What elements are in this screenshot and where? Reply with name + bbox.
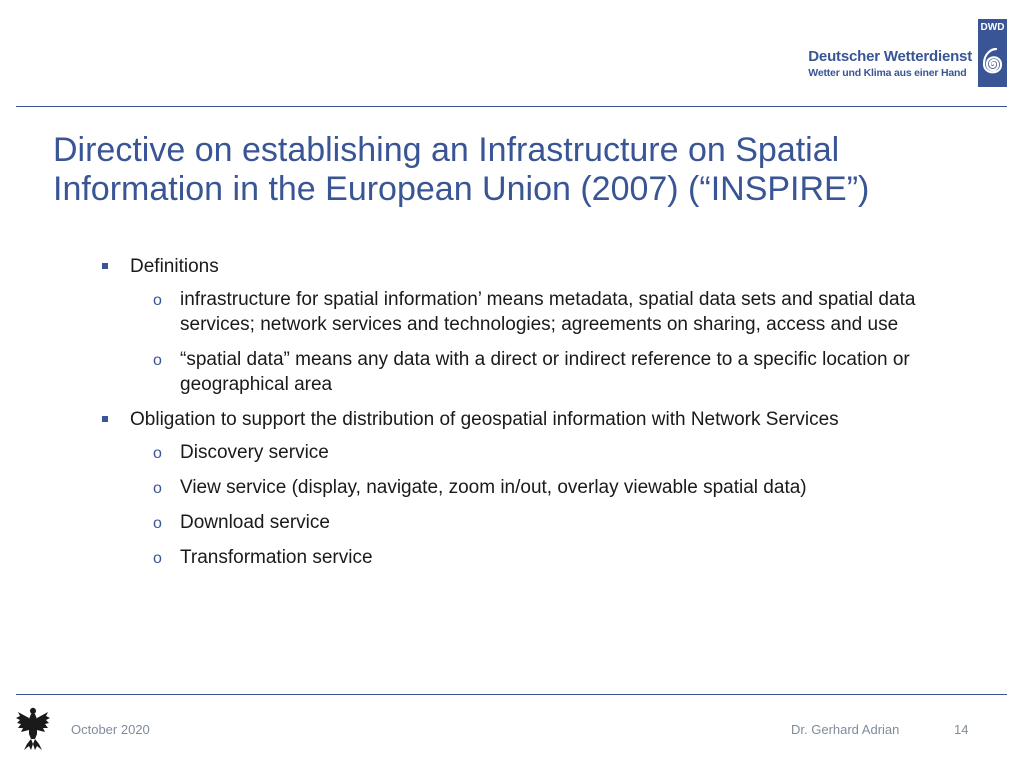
top-divider (16, 106, 1007, 107)
sub-bullet (152, 545, 982, 570)
logo-text (808, 48, 972, 80)
sub-bullet (152, 510, 982, 535)
sub-bullet (152, 475, 982, 500)
circle-bullet-icon: o (153, 292, 162, 309)
title-line-1: Directive on establishing an Infrastructure on Spatial (53, 131, 840, 169)
square-bullet-icon (102, 416, 108, 422)
page-number: 14 (954, 722, 969, 737)
slide-content (102, 254, 982, 580)
bullet-text: Definitions (130, 256, 219, 277)
bullet-text: Obligation to support the distribution of geospatial information with Network Services (130, 409, 839, 430)
sub-bullet-text: Transformation service (180, 547, 373, 568)
dwd-logo (808, 19, 1007, 87)
sub-bullet-text: Discovery service (180, 442, 329, 463)
sub-bullet-text: Download service (180, 512, 330, 533)
circle-bullet-icon: o (153, 550, 162, 567)
square-bullet-icon (102, 263, 108, 269)
circle-bullet-icon: o (153, 352, 162, 369)
spiral-icon (981, 45, 1004, 83)
bullet-definitions (102, 254, 982, 279)
sub-bullet-text: infrastructure for spatial information’ means metadata, spatial data sets and spatial data services; network services and technologies; agreements on sharing, access and use (180, 289, 916, 335)
bottom-divider (16, 694, 1007, 695)
circle-bullet-icon: o (153, 445, 162, 462)
logo-box (978, 19, 1007, 87)
circle-bullet-icon: o (153, 515, 162, 532)
logo-name: Deutscher Wetterdienst (808, 48, 972, 65)
title-line-2: Information in the European Union (2007) (“INSPIRE”) (53, 170, 870, 208)
sub-bullet (152, 347, 982, 397)
sub-bullet (152, 440, 982, 465)
sub-bullet-text: View service (display, navigate, zoom in/out, overlay viewable spatial data) (180, 477, 807, 498)
sub-bullet-text: “spatial data” means any data with a direct or indirect reference to a specific location or geographical area (180, 349, 910, 395)
footer-date: October 2020 (71, 722, 150, 737)
bullet-obligation (102, 407, 982, 432)
logo-tagline: Wetter und Klima aus einer Hand (808, 67, 967, 79)
sub-bullet (152, 287, 982, 337)
logo-abbr: DWD (980, 22, 1005, 33)
eagle-emblem-icon (16, 706, 50, 750)
footer-author: Dr. Gerhard Adrian (791, 722, 900, 737)
circle-bullet-icon: o (153, 480, 162, 497)
slide-title (53, 131, 983, 209)
